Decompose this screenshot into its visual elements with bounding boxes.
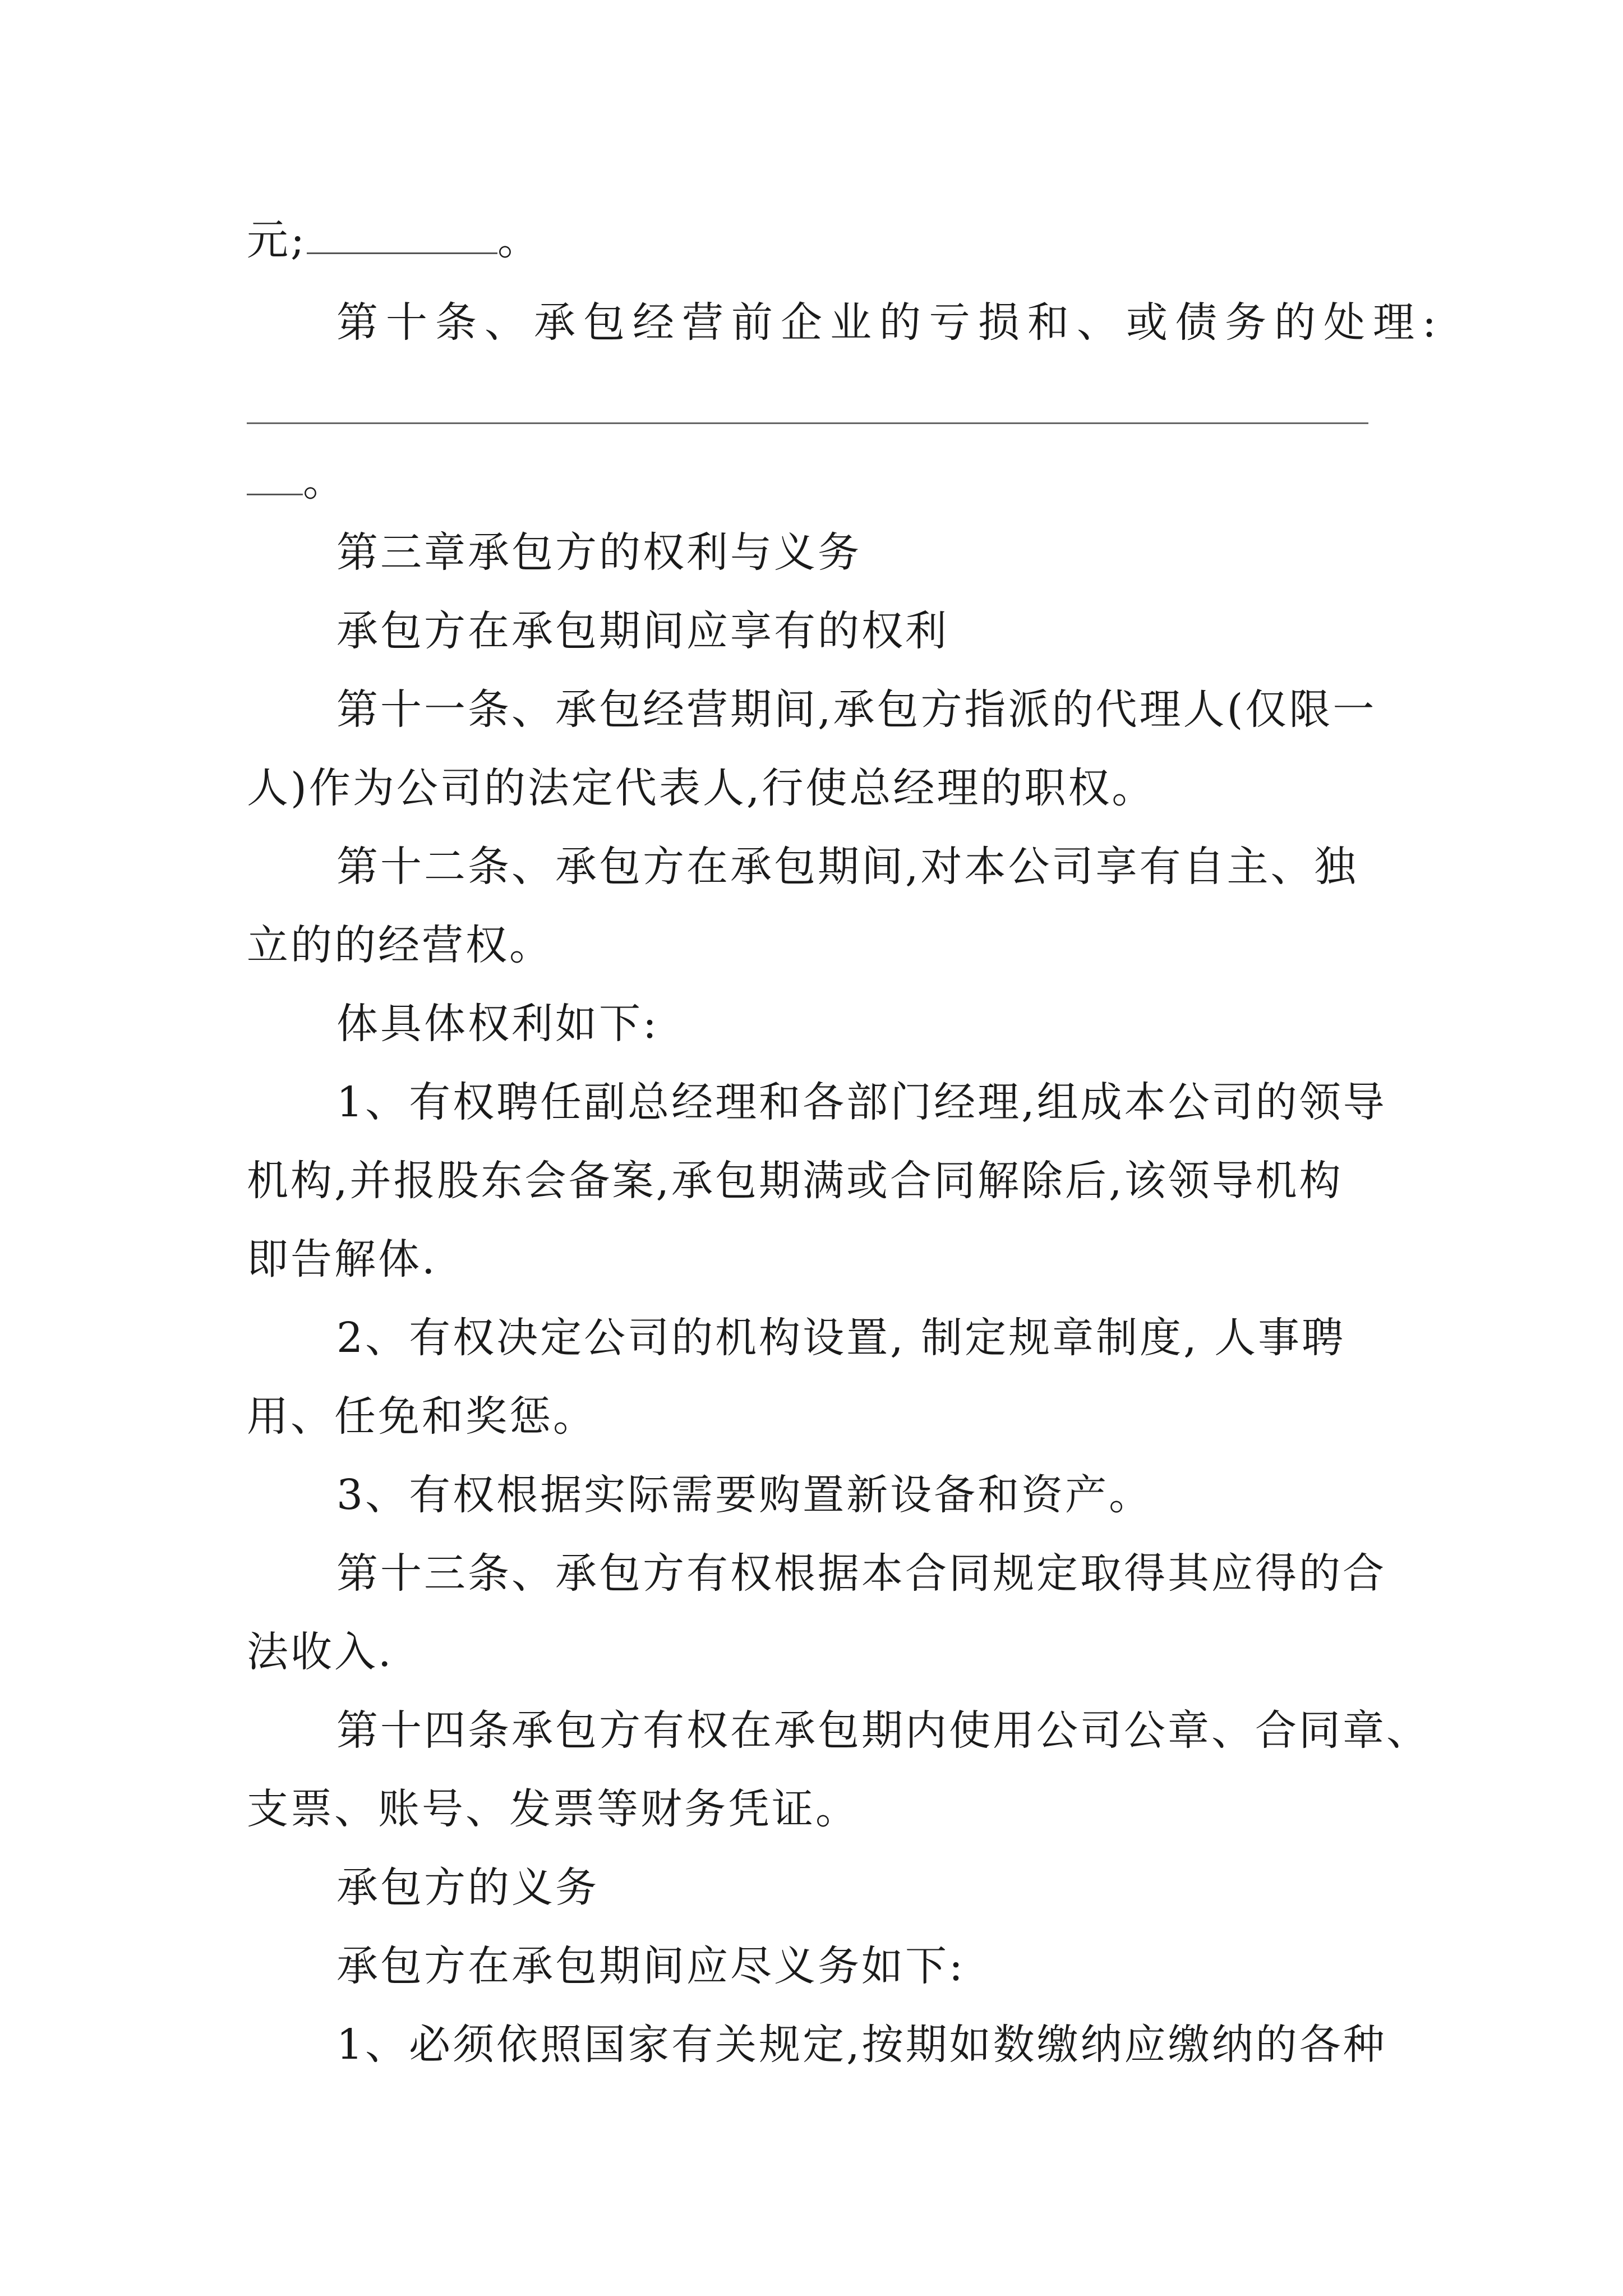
list-item: 2、有权决定公司的机构设置, 制定规章制度, 人事聘 xyxy=(336,1314,1346,1362)
paragraph-line: 支票、账号、发票等财务凭证。 xyxy=(247,1785,859,1833)
paragraph-line: 用、任免和奖惩。 xyxy=(247,1392,597,1441)
paragraph-line: 机构,并报股东会备案,承包期满或合同解除后,该领导机构 xyxy=(247,1157,1343,1205)
fill-in-blank xyxy=(247,459,303,495)
fill-in-blank xyxy=(307,218,497,254)
paragraph-line: 第十一条、承包经营期间,承包方指派的代理人(仅限一 xyxy=(336,685,1377,734)
fill-in-rule xyxy=(247,422,1368,424)
paragraph-line: 承包方在承包期间应尽义务如下: xyxy=(336,1942,965,1990)
text-line xyxy=(247,216,541,264)
list-item: 1、有权聘任副总经理和各部门经理,组成本公司的领导 xyxy=(336,1078,1387,1126)
paragraph-line: 立的的经营权。 xyxy=(247,921,553,969)
chapter-heading: 第三章承包方的权利与义务 xyxy=(336,528,861,577)
list-item: 3、有权根据实际需要购置新设备和资产。 xyxy=(336,1471,1153,1519)
paragraph-line: 第十二条、承包方在承包期间,对本公司享有自主、独 xyxy=(336,843,1358,891)
section-heading: 承包方在承包期间应享有的权利 xyxy=(336,607,949,655)
paragraph-line: 人)作为公司的法定代表人,行使总经理的职权。 xyxy=(247,764,1156,812)
list-item: 1、必须依照国家有关规定,按期如数缴纳应缴纳的各种 xyxy=(336,2021,1387,2069)
text-segment: 元; xyxy=(247,216,307,264)
text-segment: 。 xyxy=(497,216,541,264)
paragraph-line: 法收入. xyxy=(247,1628,394,1676)
article-10-heading: 第十条、承包经营前企业的亏损和、或债务的处理: xyxy=(336,298,1444,347)
paragraph-line: 第十四条承包方有权在承包期内使用公司公章、合同章、 xyxy=(336,1706,1430,1755)
paragraph-line: 体具体权利如下: xyxy=(336,1000,659,1048)
text-segment: 。 xyxy=(303,457,347,505)
paragraph-line: 即告解体. xyxy=(247,1235,437,1283)
text-line xyxy=(247,457,347,505)
section-heading: 承包方的义务 xyxy=(336,1864,599,1912)
paragraph-line: 第十三条、承包方有权根据本合同规定取得其应得的合 xyxy=(336,1549,1386,1598)
